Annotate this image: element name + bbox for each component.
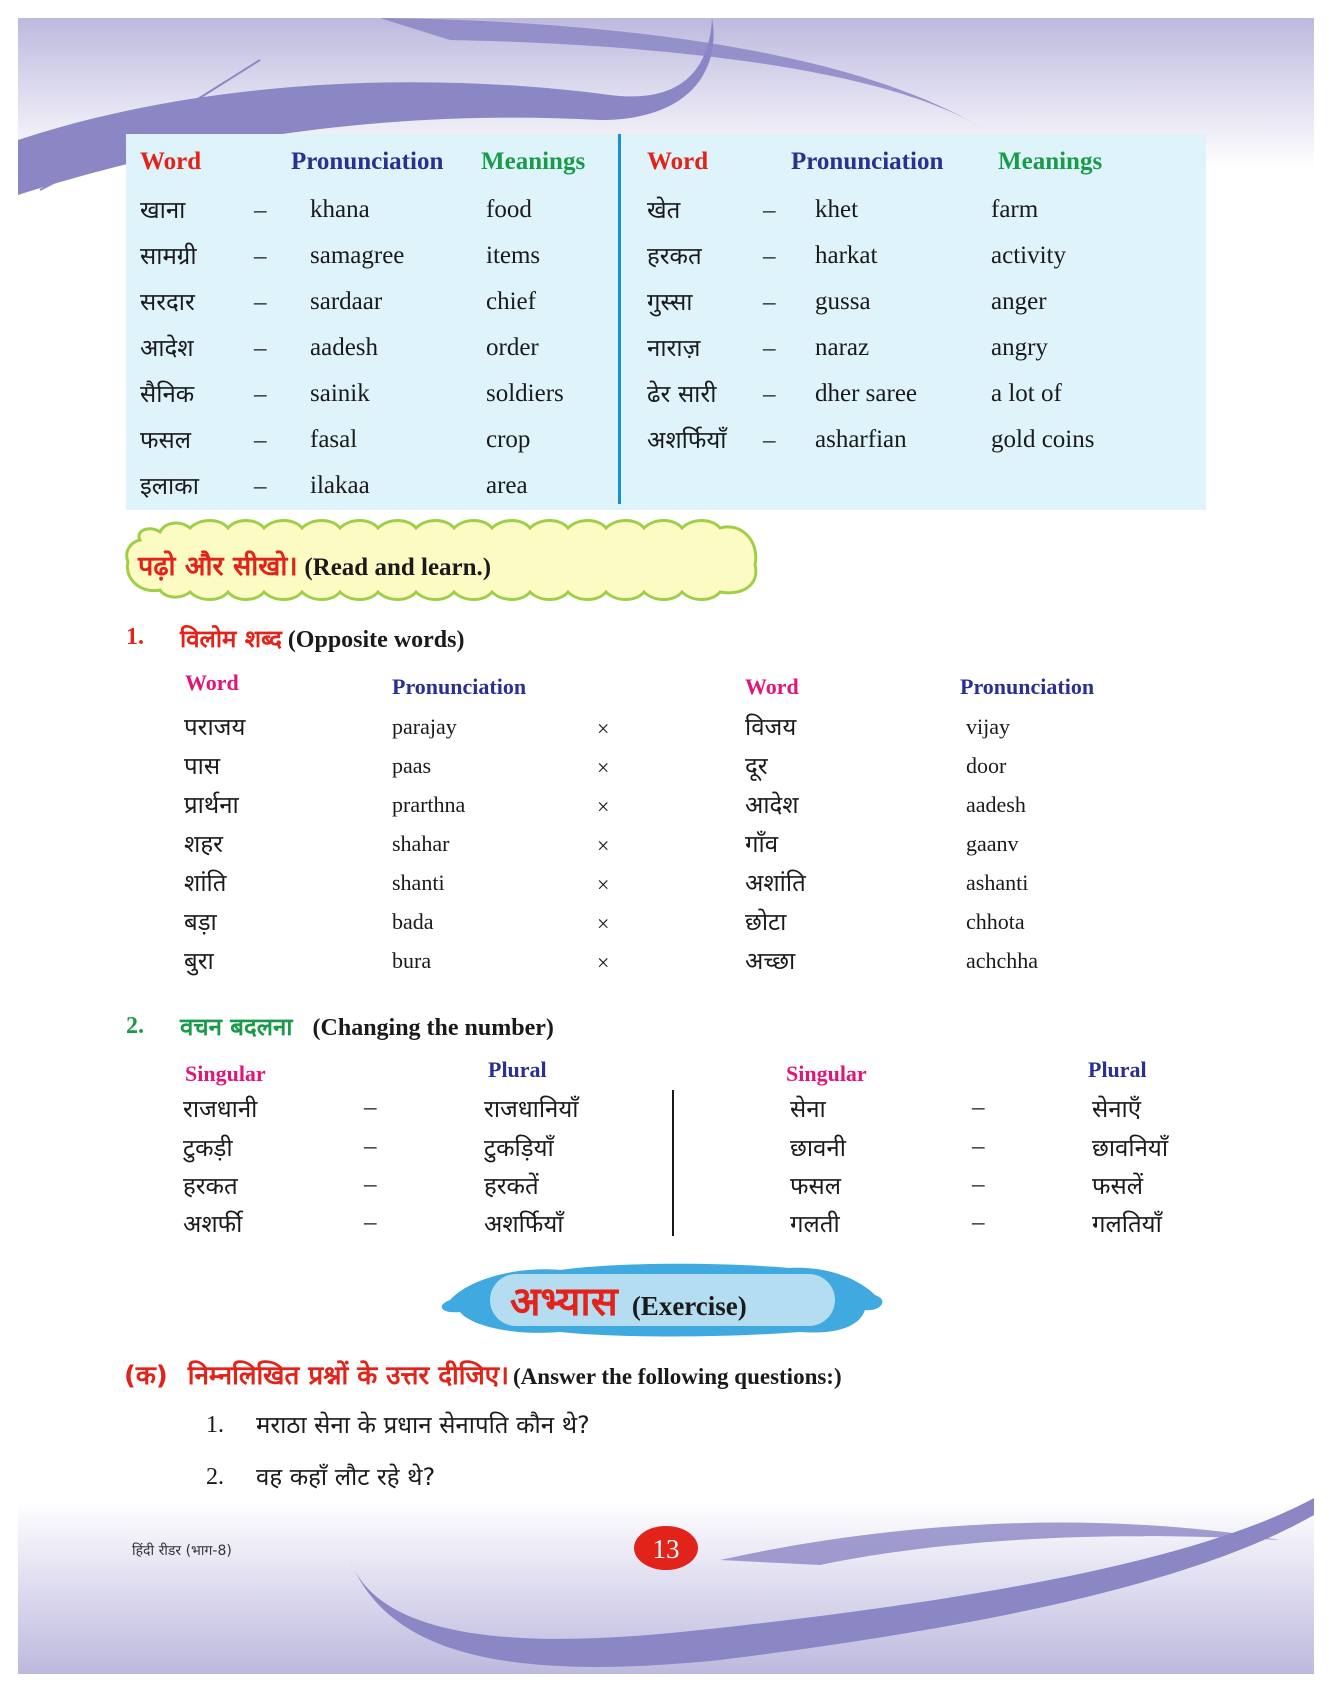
vocab-word: हरकत <box>647 242 702 270</box>
vocab-dash: – <box>763 427 776 454</box>
vocab-dash: – <box>763 197 776 224</box>
opposite-pronunciation: chhota <box>966 909 1025 934</box>
opposite-times: × <box>597 950 610 975</box>
number-dash: – <box>972 1209 985 1236</box>
number-dash: – <box>364 1171 377 1198</box>
number-dash: – <box>972 1171 985 1198</box>
plural-word: हरकतें <box>484 1172 539 1200</box>
vocab-pronunciation: sardaar <box>310 288 383 315</box>
singular-word: सेना <box>790 1095 826 1123</box>
opposite-pronunciation: bura <box>392 948 432 973</box>
opposites-header-pronunciation-2: Pronunciation <box>960 674 1095 699</box>
vocab-meaning: farm <box>991 196 1039 223</box>
vocab-word: सैनिक <box>140 380 195 408</box>
vocab-meaning: items <box>486 242 541 269</box>
vocab-meaning: gold coins <box>991 426 1095 453</box>
opposite-word: शांति <box>184 869 227 897</box>
opposite-pronunciation: bada <box>392 909 434 934</box>
section-2-english: (Changing the number) <box>312 1015 554 1041</box>
section-1-english: (Opposite words) <box>287 627 465 653</box>
vocab-dash: – <box>763 335 776 362</box>
vocab-dash: – <box>254 243 267 270</box>
section-2-title <box>180 1010 554 1043</box>
read-learn-english: (Read and learn.) <box>304 554 492 581</box>
section-2-number: 2. <box>126 1013 144 1039</box>
opposite-word: बुरा <box>184 947 214 975</box>
vocab-word: आदेश <box>140 334 194 362</box>
opposite-pronunciation: aadesh <box>966 792 1026 817</box>
vocab-word: फसल <box>140 426 191 454</box>
opposite-pronunciation: vijay <box>966 714 1010 739</box>
singular-word: राजधानी <box>183 1095 258 1123</box>
plural-word: अशर्फियाँ <box>484 1210 564 1238</box>
singular-word: फसल <box>790 1172 841 1200</box>
section-2-hindi: वचन बदलना <box>180 1013 293 1041</box>
vocab-meaning: soldiers <box>486 380 564 407</box>
singular-word: गलती <box>790 1210 840 1238</box>
opposite-times: × <box>597 794 610 819</box>
read-learn-hindi: पढ़ो और सीखो। <box>138 551 298 582</box>
vocab-meaning: food <box>486 196 532 223</box>
opposite-word: पराजय <box>184 713 246 741</box>
section-k-label: (क) <box>124 1361 168 1391</box>
plural-word: राजधानियाँ <box>484 1095 579 1123</box>
opposites-header-word-2: Word <box>745 674 799 699</box>
opposites-header-word-1: Word <box>185 670 239 695</box>
plural-word: सेनाएँ <box>1092 1095 1142 1123</box>
opposite-word: प्रार्थना <box>184 791 239 819</box>
opposite-word: अच्छा <box>745 947 796 975</box>
number-header-plural-1: Plural <box>488 1057 547 1082</box>
vocab-word: अशर्फियाँ <box>647 426 727 454</box>
opposite-pronunciation: gaanv <box>966 831 1019 856</box>
vocab-meaning: crop <box>486 426 531 453</box>
singular-word: अशर्फी <box>183 1210 243 1238</box>
vocab-dash: – <box>763 289 776 316</box>
footer-book-title: हिंदी रीडर (भाग-8) <box>132 1543 232 1559</box>
vocabulary-divider <box>618 134 621 504</box>
vocab-word: नाराज़ <box>647 334 701 362</box>
opposite-pronunciation: door <box>966 753 1007 778</box>
vocab-header-pronunciation-right: Pronunciation <box>791 148 944 175</box>
opposite-pronunciation: parajay <box>392 714 457 739</box>
vocab-dash: – <box>254 427 267 454</box>
number-divider <box>672 1090 674 1236</box>
vocab-dash: – <box>763 243 776 270</box>
page-number: 13 <box>652 1534 680 1564</box>
opposite-pronunciation: ashanti <box>966 870 1029 895</box>
opposite-times: × <box>597 833 610 858</box>
number-header-plural-2: Plural <box>1088 1057 1147 1082</box>
vocab-meaning: area <box>486 472 528 499</box>
vocab-dash: – <box>254 197 267 224</box>
vocab-pronunciation: ilakaa <box>310 472 370 499</box>
opposite-word: अशांति <box>745 869 806 897</box>
vocab-meaning: activity <box>991 242 1066 269</box>
opposite-word: छोटा <box>745 908 787 936</box>
vocab-meaning: a lot of <box>991 380 1062 407</box>
singular-word: टुकड़ी <box>183 1134 233 1162</box>
opposite-word: आदेश <box>745 791 799 819</box>
plural-word: छावनियाँ <box>1092 1134 1169 1162</box>
vocab-pronunciation: naraz <box>815 334 870 361</box>
question-text: वह कहाँ लौट रहे थे? <box>256 1463 436 1491</box>
vocab-meaning: order <box>486 334 539 361</box>
section-k-english: (Answer the following questions:) <box>513 1364 842 1389</box>
section-k-hindi: निम्नलिखित प्रश्नों के उत्तर दीजिए। <box>187 1361 510 1391</box>
opposite-word: विजय <box>745 713 797 741</box>
read-learn-heading <box>138 546 491 583</box>
vocab-meaning: anger <box>991 288 1047 315</box>
number-header-singular-1: Singular <box>185 1061 266 1086</box>
question-text: मराठा सेना के प्रधान सेनापति कौन थे? <box>256 1411 590 1439</box>
vocab-word: इलाका <box>140 472 199 500</box>
vocab-header-meanings-left: Meanings <box>481 148 586 175</box>
vocab-dash: – <box>254 473 267 500</box>
section-1-title <box>180 622 464 655</box>
plural-word: टुकड़ियाँ <box>484 1134 554 1162</box>
plural-word: गलतियाँ <box>1092 1210 1162 1238</box>
opposite-word: दूर <box>745 752 768 780</box>
vocab-pronunciation: fasal <box>310 426 358 453</box>
vocab-dash: – <box>254 335 267 362</box>
vocab-pronunciation: samagree <box>310 242 405 269</box>
vocab-word: ढेर सारी <box>647 380 717 408</box>
number-dash: – <box>972 1094 985 1121</box>
opposite-times: × <box>597 755 610 780</box>
number-dash: – <box>364 1094 377 1121</box>
vocab-header-meanings-right: Meanings <box>998 148 1103 175</box>
vocab-pronunciation: asharfian <box>815 426 907 453</box>
opposite-times: × <box>597 716 610 741</box>
section-1-number: 1. <box>126 624 144 650</box>
section-1-hindi: विलोम शब्द <box>180 625 282 653</box>
opposite-pronunciation: shanti <box>392 870 445 895</box>
section-k-heading <box>124 1356 842 1392</box>
question-number: 1. <box>206 1412 224 1438</box>
vocab-dash: – <box>254 289 267 316</box>
opposite-times: × <box>597 911 610 936</box>
opposite-word: पास <box>184 752 221 780</box>
vocab-word: सरदार <box>140 288 195 316</box>
vocab-pronunciation: gussa <box>815 288 871 315</box>
plural-word: फसलें <box>1092 1172 1143 1200</box>
opposite-word: गाँव <box>745 830 779 858</box>
opposite-times: × <box>597 872 610 897</box>
exercise-hindi: अभ्यास <box>510 1279 618 1325</box>
number-header-singular-2: Singular <box>786 1061 867 1086</box>
number-dash: – <box>364 1133 377 1160</box>
vocab-word: खाना <box>140 196 186 224</box>
vocab-meaning: chief <box>486 288 536 315</box>
vocab-word: गुस्सा <box>647 288 693 316</box>
vocab-dash: – <box>763 381 776 408</box>
opposite-word: शहर <box>184 830 223 858</box>
opposite-pronunciation: shahar <box>392 831 450 856</box>
vocab-pronunciation: khet <box>815 196 859 223</box>
vocab-pronunciation: aadesh <box>310 334 379 361</box>
opposites-header-pronunciation-1: Pronunciation <box>392 674 527 699</box>
vocab-header-word-right: Word <box>647 148 709 175</box>
exercise-english: (Exercise) <box>631 1291 747 1321</box>
exercise-heading <box>510 1272 747 1327</box>
number-dash: – <box>364 1209 377 1236</box>
number-dash: – <box>972 1133 985 1160</box>
singular-word: छावनी <box>790 1134 846 1162</box>
vocab-word: खेत <box>647 196 681 224</box>
opposite-word: बड़ा <box>184 908 217 936</box>
vocab-pronunciation: khana <box>310 196 370 223</box>
vocab-pronunciation: harkat <box>815 242 878 269</box>
opposite-pronunciation: paas <box>392 753 432 778</box>
vocab-meaning: angry <box>991 334 1048 361</box>
singular-word: हरकत <box>183 1172 238 1200</box>
vocab-header-word-left: Word <box>140 148 202 175</box>
opposite-pronunciation: prarthna <box>392 792 466 817</box>
vocab-pronunciation: sainik <box>310 380 370 407</box>
question-number: 2. <box>206 1464 224 1490</box>
vocab-word: सामग्री <box>140 242 197 270</box>
opposite-pronunciation: achchha <box>966 948 1039 973</box>
vocab-dash: – <box>254 381 267 408</box>
vocab-pronunciation: dher saree <box>815 380 918 407</box>
vocab-header-pronunciation-left: Pronunciation <box>291 148 444 175</box>
